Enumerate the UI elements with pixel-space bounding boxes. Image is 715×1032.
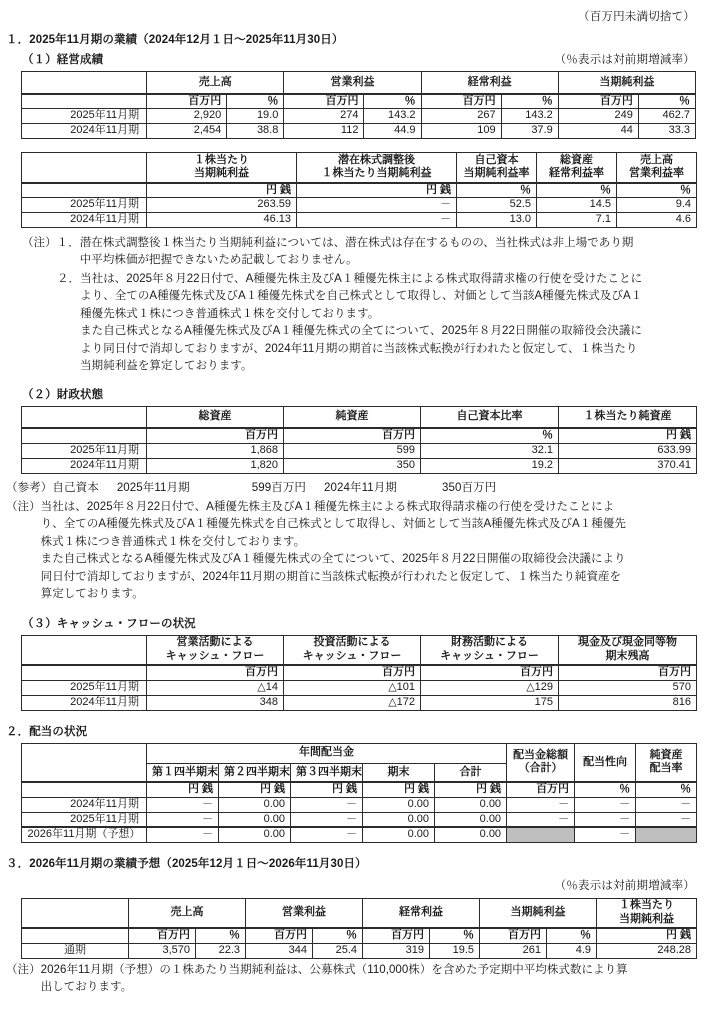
section3-note <box>0 962 715 997</box>
unit-cell: 百万円 <box>559 665 697 680</box>
unit-cell: 円 銭 <box>219 782 291 797</box>
unit-cell: ％ <box>547 928 597 943</box>
cell-value: 2,920 <box>147 109 227 124</box>
cell-value: － <box>297 213 457 228</box>
unit-cell-blank <box>22 928 129 943</box>
table-header-row <box>22 635 697 665</box>
header-line-1: 財務活動による <box>451 636 528 649</box>
col-header-q1: 第１四半期末 <box>147 763 219 782</box>
cell-value: 816 <box>559 695 697 710</box>
note-line: 同日付で消却しておりますが、2024年11月期の期首に当該株式転換が行われたと仮定して、１株当たり純資産を <box>40 570 622 583</box>
table-header-row <box>22 406 697 428</box>
table-header-row-group <box>22 743 697 763</box>
note-marker: （注） <box>6 500 41 513</box>
table-row <box>22 943 697 958</box>
cell-value: 19.0 <box>227 109 284 124</box>
pct-note-3: （％表示は対前期増減率） <box>554 879 695 892</box>
cell-value: 0.00 <box>435 797 507 812</box>
col-header-operating-income: 営業利益 <box>284 72 421 94</box>
cell-value: 25.4 <box>313 943 363 958</box>
unit-cell: 百万円 <box>147 428 284 443</box>
table-header-row <box>22 72 696 94</box>
cell-value: 462.7 <box>638 109 695 124</box>
section1-heading: １．2025年11月期の業績（2024年12月１日～2025年11月30日） <box>6 34 344 46</box>
table-row <box>22 198 697 213</box>
col-header-cash-end <box>559 635 697 665</box>
unit-cell: ％ <box>457 183 537 198</box>
cell-value: 344 <box>246 943 313 958</box>
note-marker: （注）１． <box>22 237 80 249</box>
cell-value: 143.2 <box>501 109 558 124</box>
header-line-2: 当期純利益 <box>194 167 249 180</box>
unit-cell: 円 銭 <box>147 782 219 797</box>
header-line-1: 純資産 <box>649 748 683 761</box>
table-row <box>22 109 696 124</box>
unit-cell: ％ <box>421 428 559 443</box>
cell-value: － <box>147 827 219 842</box>
cell-value: 38.8 <box>227 124 284 139</box>
corner-cell <box>22 743 147 782</box>
table-row <box>22 213 697 228</box>
unit-cell: 百万円 <box>363 928 430 943</box>
header-line-1: 投資活動による <box>313 636 391 649</box>
col-header-total-assets: 総資産 <box>147 406 284 428</box>
col-header-annual-dividend: 年間配当金 <box>147 743 507 763</box>
cell-value: △101 <box>284 680 421 695</box>
unit-cell-blank <box>22 94 147 109</box>
note-line: また自己株式となるA種優先株式及びA１種優先株式の全てについて、2025年８月22日開催の取締役会決議により <box>40 553 626 566</box>
cell-value: 4.9 <box>547 943 597 958</box>
note-line: 株式１株につき普通株式１株を交付しております。 <box>40 535 306 548</box>
section1-sub3-heading: （３）キャッシュ・フローの状況 <box>22 617 196 630</box>
table-row <box>22 458 697 473</box>
unit-cell: 百万円 <box>558 94 638 109</box>
row-label: 2025年11月期 <box>22 198 147 213</box>
unit-cell: 円 銭 <box>297 183 457 198</box>
header-line-2: 配当率 <box>649 762 683 775</box>
section1-sub1-heading: （１）経営成績 <box>22 54 104 66</box>
ref-prefix: （参考）自己資本 <box>6 481 99 494</box>
ref-period-2: 2024年11月期 <box>324 481 397 494</box>
row-label: 2025年11月期 <box>22 812 147 827</box>
col-header-payout-ratio: 配当性向 <box>575 743 636 782</box>
unit-cell: 百万円 <box>421 665 559 680</box>
cell-value: － <box>575 812 636 827</box>
financial-report-page <box>0 8 715 1032</box>
cell-value: 14.5 <box>537 198 617 213</box>
table-row <box>22 797 697 812</box>
cell-value: － <box>291 812 363 827</box>
unit-cell: 百万円 <box>147 665 284 680</box>
cell-value: △172 <box>284 695 421 710</box>
financial-position-table <box>21 406 697 474</box>
per-share-metrics-table <box>21 152 697 228</box>
table-header-row <box>22 898 697 928</box>
cell-value: － <box>636 797 697 812</box>
unit-cell: 円 銭 <box>435 782 507 797</box>
table-unit-row <box>22 428 697 443</box>
note-line: また自己株式となるA種優先株式及びA１種優先株式の全てについて、2025年８月22日開催の取締役会決議に <box>80 325 642 338</box>
cell-value: 1,820 <box>147 458 284 473</box>
cell-value: 112 <box>284 124 364 139</box>
note-line: 算定しております。 <box>40 588 144 601</box>
cell-value: 33.3 <box>638 124 695 139</box>
unit-cell: 百万円 <box>284 428 421 443</box>
table-row <box>22 680 697 695</box>
unit-cell: 百万円 <box>421 94 501 109</box>
cell-value: 22.3 <box>196 943 246 958</box>
header-line-2: 期末残高 <box>605 649 650 662</box>
col-header-financing-cf <box>421 635 559 665</box>
unit-cell: 百万円 <box>480 928 547 943</box>
unit-cell: 円 銭 <box>147 183 297 198</box>
cell-value: 13.0 <box>457 213 537 228</box>
table-unit-row <box>22 183 697 198</box>
table-header-row <box>22 153 697 183</box>
cell-value: 44.9 <box>364 124 421 139</box>
cell-value: 0.00 <box>219 812 291 827</box>
unit-cell-blank <box>22 183 147 198</box>
cell-value-shaded <box>636 827 697 842</box>
col-header-ordinary-income: 経常利益 <box>363 898 480 928</box>
cell-value: 248.28 <box>597 943 697 958</box>
header-line-1: １株当たり <box>194 153 249 166</box>
cell-value: － <box>575 797 636 812</box>
table-unit-row <box>22 665 697 680</box>
col-header-equity-ratio: 自己資本比率 <box>421 406 559 428</box>
table-unit-row <box>22 928 697 943</box>
cell-value: 0.00 <box>435 827 507 842</box>
table-unit-row <box>22 782 697 797</box>
unit-cell: 百万円 <box>129 928 196 943</box>
unit-cell: 百万円 <box>246 928 313 943</box>
unit-cell: 円 銭 <box>291 782 363 797</box>
note-line: 中平均株価が把握できないため記載しておりません。 <box>79 254 358 267</box>
cell-value: 0.00 <box>435 812 507 827</box>
unit-cell-blank <box>22 782 147 797</box>
col-header-net-assets: 純資産 <box>284 406 421 428</box>
cell-value: － <box>507 812 575 827</box>
corner-cell <box>22 72 147 94</box>
header-line-1: 営業活動による <box>176 636 254 649</box>
cell-value: 37.9 <box>501 124 558 139</box>
cell-value: 267 <box>421 109 501 124</box>
note-line: 出しております。 <box>40 981 133 994</box>
note-line: より、全てのA種優先株式及びA１種優先株式を自己株式として取得し、対価として当該A種優先株式及びA１ <box>80 290 643 303</box>
pct-note-1: （％表示は対前期増減率） <box>554 54 695 66</box>
col-header-eps <box>597 898 697 928</box>
col-header-ordinary-income: 経常利益 <box>421 72 558 94</box>
unit-cell: ％ <box>636 782 697 797</box>
note-line: 2026年11月期（予想）の１株あたり当期純利益は、公募株式（110,000株）を含めた予定期中平均株式数により算 <box>40 963 628 976</box>
row-label: 通期 <box>22 943 129 958</box>
col-header-net-income: 当期純利益 <box>558 72 695 94</box>
unit-cell: 円 銭 <box>597 928 697 943</box>
header-line-2: 当期純利益率 <box>463 167 530 180</box>
header-line-2: キャッシュ・フロー <box>302 649 402 662</box>
cash-flow-table <box>21 635 697 711</box>
cell-value: 599 <box>284 443 421 458</box>
cell-value: 143.2 <box>364 109 421 124</box>
cell-value: － <box>297 198 457 213</box>
header-line-1: 総資産 <box>560 153 593 166</box>
header-line-1: １株当たり <box>619 899 674 912</box>
header-line-2: 当期純利益 <box>619 912 674 925</box>
header-line-2: キャッシュ・フロー <box>440 649 539 662</box>
unit-cell: ％ <box>575 782 636 797</box>
cell-value: 175 <box>421 695 559 710</box>
unit-cell-blank <box>22 428 147 443</box>
cell-value: 0.00 <box>363 812 435 827</box>
cell-value: 0.00 <box>219 827 291 842</box>
cell-value: 46.13 <box>147 213 297 228</box>
unit-cell: ％ <box>617 183 697 198</box>
unit-cell: ％ <box>227 94 284 109</box>
header-line-2: （合計） <box>518 762 563 775</box>
unit-cell: ％ <box>430 928 480 943</box>
header-line-2: 営業利益率 <box>629 167 684 180</box>
col-header-sales: 売上高 <box>129 898 246 928</box>
row-label: 2024年11月期 <box>22 458 147 473</box>
unit-cell: ％ <box>638 94 695 109</box>
header-line-1: 売上高 <box>640 153 673 166</box>
table-row <box>22 812 697 827</box>
cell-value: 3,570 <box>129 943 196 958</box>
cell-value: 348 <box>147 695 284 710</box>
note-marker: ２． <box>57 272 81 285</box>
col-header-year-end: 期末 <box>363 763 435 782</box>
table-row <box>22 443 697 458</box>
col-header-investing-cf <box>284 635 421 665</box>
cell-value: 263.59 <box>147 198 297 213</box>
cell-value: 0.00 <box>219 797 291 812</box>
ref-value-2: 350百万円 <box>441 481 497 494</box>
col-header-eps <box>147 153 297 183</box>
row-label: 2025年11月期 <box>22 109 147 124</box>
unit-note-millions: （百万円未満切捨て） <box>578 11 695 23</box>
cell-value: 350 <box>284 458 421 473</box>
row-label: 2024年11月期 <box>22 124 147 139</box>
col-header-roa <box>537 153 617 183</box>
cell-value: － <box>575 827 636 842</box>
col-header-sales: 売上高 <box>147 72 284 94</box>
cell-value: △129 <box>421 680 559 695</box>
corner-cell <box>22 635 147 665</box>
cell-value: 52.5 <box>457 198 537 213</box>
cell-value: － <box>291 797 363 812</box>
unit-cell: ％ <box>364 94 421 109</box>
row-label: 2024年11月期 <box>22 213 147 228</box>
operating-results-table <box>21 71 696 139</box>
header-line-2: １株当たり当期純利益 <box>321 167 432 180</box>
table-row <box>22 827 697 842</box>
cell-value-shaded <box>507 827 575 842</box>
cell-value: △14 <box>147 680 284 695</box>
col-header-roe <box>457 153 537 183</box>
cell-value: 7.1 <box>537 213 617 228</box>
note-line: 当期純利益を算定しております。 <box>80 360 253 373</box>
unit-cell: ％ <box>501 94 558 109</box>
note-line: 当社は、2025年８月22日付で、A種優先株主及びA１種優先株主による株式取得請求権の行使を受けたことによ <box>40 500 615 513</box>
corner-cell <box>22 153 147 183</box>
cell-value: － <box>147 812 219 827</box>
cell-value: 570 <box>559 680 697 695</box>
header-line-1: 配当金総額 <box>513 748 569 761</box>
col-header-net-income: 当期純利益 <box>480 898 597 928</box>
cell-value: 249 <box>558 109 638 124</box>
cell-value: 2,454 <box>147 124 227 139</box>
ref-period-1: 2025年11月期 <box>116 481 190 494</box>
cell-value: 44 <box>558 124 638 139</box>
col-header-q2: 第２四半期末 <box>219 763 291 782</box>
unit-cell: ％ <box>537 183 617 198</box>
cell-value: 0.00 <box>363 827 435 842</box>
section3-heading: ３．2026年11月期の業績予想（2025年12月１日～2026年11月30日） <box>6 857 367 870</box>
cell-value: 19.2 <box>421 458 559 473</box>
section1-finstate-note <box>0 499 715 604</box>
unit-cell: 円 銭 <box>363 782 435 797</box>
header-line-1: 自己資本 <box>474 153 519 166</box>
row-label: 2025年11月期 <box>22 680 147 695</box>
col-header-operating-income: 営業利益 <box>246 898 363 928</box>
cell-value: 1,868 <box>147 443 284 458</box>
header-line-1: 現金及び現金同等物 <box>578 636 677 649</box>
note-line: り、全てのA種優先株式及びA１種優先株式を自己株式として取得し、対価として当該A種優先株式及びA１種優先 <box>40 518 626 531</box>
unit-cell: 百万円 <box>284 94 364 109</box>
cell-value: 109 <box>421 124 501 139</box>
col-header-bps: １株当たり純資産 <box>559 406 697 428</box>
unit-cell: 百万円 <box>507 782 575 797</box>
unit-cell: 百万円 <box>147 94 227 109</box>
section1-note-2 <box>0 271 715 376</box>
cell-value: 9.4 <box>617 198 697 213</box>
section2-heading: ２．配当の状況 <box>6 725 88 738</box>
table-unit-row <box>22 94 696 109</box>
row-label: 2024年11月期 <box>22 695 147 710</box>
col-header-diluted-eps <box>297 153 457 183</box>
ref-value-1: 599百万円 <box>251 481 307 494</box>
cell-value: － <box>291 827 363 842</box>
cell-value: 0.00 <box>363 797 435 812</box>
row-label: 2024年11月期 <box>22 797 147 812</box>
note-marker: （注） <box>6 963 41 976</box>
dividend-table <box>21 743 697 843</box>
note-line: より同日付で消却しておりますが、2024年11月期の期首に当該株式転換が行われたと仮定して、１株当たり <box>80 342 638 355</box>
table-row <box>22 695 697 710</box>
section1-note-1 <box>0 235 715 270</box>
cell-value: 261 <box>480 943 547 958</box>
col-header-dividend-on-equity <box>636 743 697 782</box>
cell-value: － <box>147 797 219 812</box>
col-header-operating-margin <box>617 153 697 183</box>
forecast-table <box>21 898 697 959</box>
cell-value: 370.41 <box>559 458 697 473</box>
cell-value: 4.6 <box>617 213 697 228</box>
unit-cell-blank <box>22 665 147 680</box>
unit-cell: 円 銭 <box>559 428 697 443</box>
col-header-total-dividend <box>507 743 575 782</box>
cell-value: 319 <box>363 943 430 958</box>
cell-value: － <box>636 812 697 827</box>
unit-cell: ％ <box>196 928 246 943</box>
note-line: 種優先株式１株につき普通株式１株を交付しております。 <box>80 307 380 320</box>
col-header-q3: 第３四半期末 <box>291 763 363 782</box>
row-label: 2025年11月期 <box>22 443 147 458</box>
header-line-1: 潜在株式調整後 <box>338 153 415 166</box>
table-row <box>22 124 696 139</box>
cell-value: 274 <box>284 109 364 124</box>
header-line-2: 経常利益率 <box>549 167 604 180</box>
unit-cell: 百万円 <box>284 665 421 680</box>
corner-cell <box>22 898 129 928</box>
cell-value: 633.99 <box>559 443 697 458</box>
header-line-2: キャッシュ・フロー <box>165 649 265 662</box>
cell-value: 19.5 <box>430 943 480 958</box>
cell-value: － <box>507 797 575 812</box>
note-line: 当社は、2025年８月22日付で、A種優先株主及びA１種優先株主による株式取得請求権の行使を受けたことに <box>80 272 643 285</box>
note-line: 潜在株式調整後１株当たり当期純利益については、潜在株式は存在するものの、当社株式は非上場であり期 <box>79 237 634 249</box>
corner-cell <box>22 406 147 428</box>
section1-sub2-heading: （２）財政状態 <box>22 388 104 401</box>
equity-reference-line <box>0 479 715 495</box>
col-header-operating-cf <box>147 635 284 665</box>
cell-value: 32.1 <box>421 443 559 458</box>
row-label: 2026年11月期（予想） <box>22 827 147 842</box>
col-header-total: 合計 <box>435 763 507 782</box>
unit-cell: ％ <box>313 928 363 943</box>
